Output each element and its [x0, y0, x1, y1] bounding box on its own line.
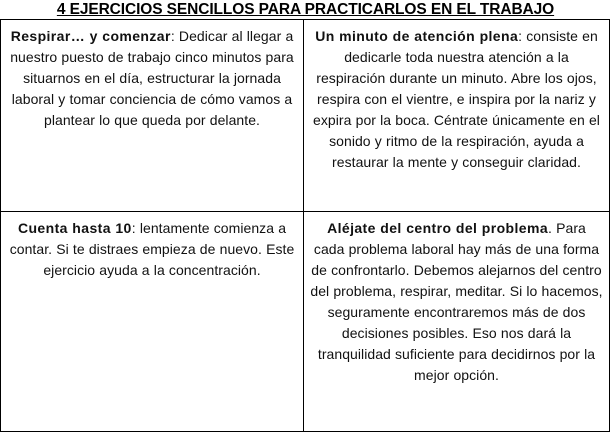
exercise-body: : lentamente comienza a contar. Si te distraes empieza de nuevo. Este ejercicio ayuda a la concentración.: [9, 220, 295, 278]
exercise-body: : consiste en dedicarle toda nuestra atención a la respiración durante un minuto. Abre los ojos, respira con el vientre, e inspira por la nariz y expira por la boca. Céntrate únicamente en el sonido y ritmo de la respiración, ayuda a restaurar la mente y conseguir claridad.: [313, 28, 600, 170]
exercise-body: . Para cada problema laboral hay más de una forma de confrontarlo. Debemos alejarnos del centro del problema, respirar, meditar. Si lo hacemos, seguramente encontraremos más de dos decisiones posibles. Eso nos dará la tranquilidad suficiente para decidirnos por la mejor opción.: [310, 220, 603, 383]
exercise-cell-mindful-minute: [304, 20, 610, 212]
page-title: 4 EJERCICIOS SENCILLOS PARA PRACTICARLOS EN EL TRABAJO: [56, 1, 555, 18]
table-row: [1, 212, 610, 432]
exercise-cell-breathe-and-start: [1, 20, 304, 212]
exercise-heading: Cuenta hasta 10: [17, 220, 132, 236]
exercise-cell-count-to-ten: [1, 212, 304, 432]
exercise-heading: Respirar… y comenzar: [10, 28, 171, 44]
exercise-body: : Dedicar al llegar a nuestro puesto de trabajo cinco minutos para situarnos en el día, estructurar la jornada laboral y tomar conciencia de cómo vamos a plantear lo que queda por delante.: [10, 28, 294, 128]
exercise-heading: Aléjate del centro del problema: [327, 220, 549, 236]
exercise-cell-step-away: [304, 212, 610, 432]
table-row: [1, 20, 610, 212]
exercises-table: [0, 19, 610, 432]
exercise-heading: Un minuto de atención plena: [315, 28, 519, 44]
